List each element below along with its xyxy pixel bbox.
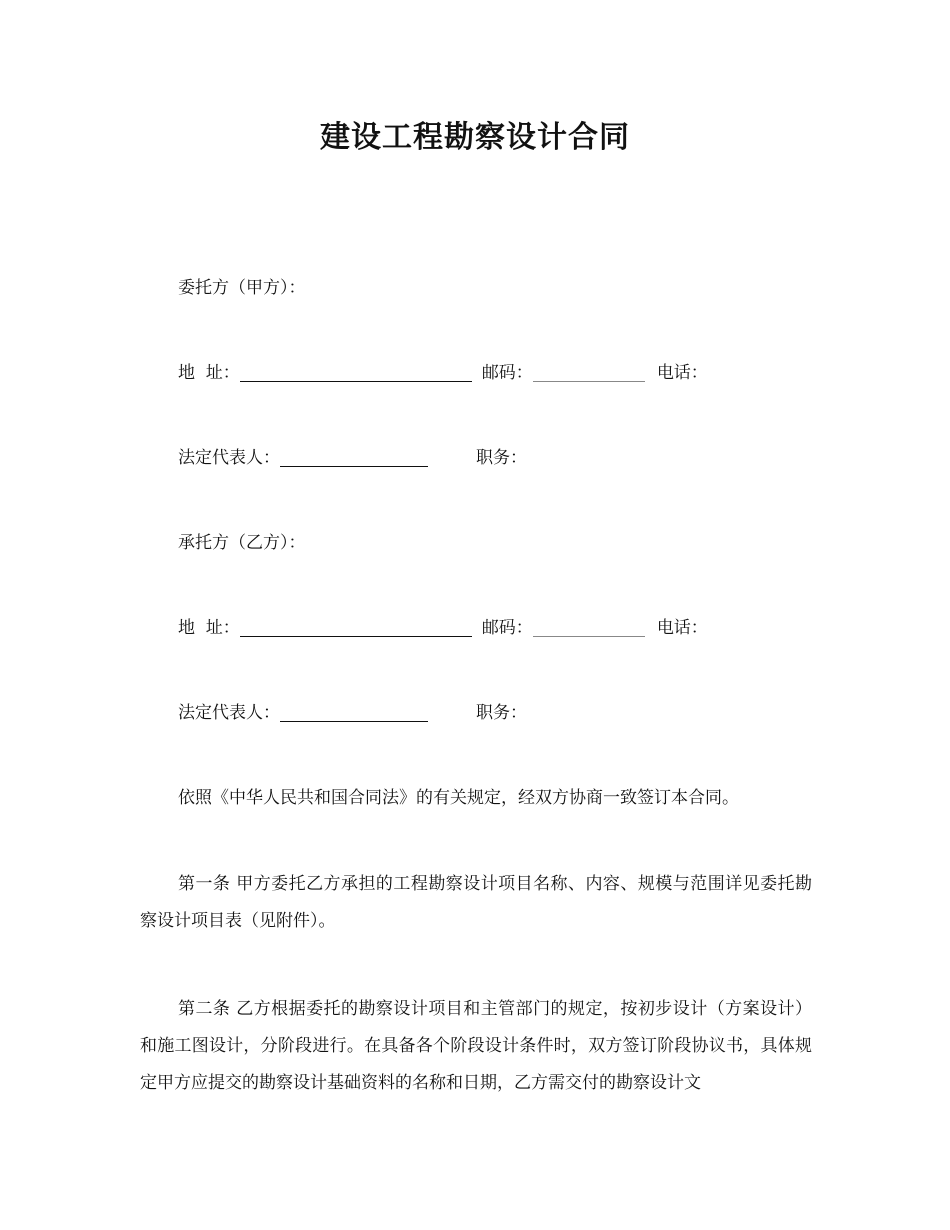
- party-b-postcode-label: 邮码：: [481, 618, 533, 638]
- party-b-address-label: 地 址：: [178, 618, 240, 638]
- article-1-paragraph: 第一条 甲方委托乙方承担的工程勘察设计项目名称、内容、规模与范围详见委托勘察设计项目表（见附件）。: [140, 874, 812, 931]
- party-b-representative-row: [178, 701, 527, 725]
- party-a-postcode-field[interactable]: [533, 362, 645, 382]
- document-title: 建设工程勘察设计合同: [320, 120, 630, 155]
- party-b-address-row: [178, 616, 708, 640]
- article-2-paragraph: 第二条 乙方根据委托的勘察设计项目和主管部门的规定，按初步设计（方案设计）和施工图设计，分阶段进行。在具备各个阶段设计条件时，双方签订阶段协议书，具体规定甲方应提交的勘察设计基础资料的名称和日期，乙方需交付的勘察设计文: [140, 999, 812, 1093]
- party-a-label: 委托方（甲方）：: [178, 278, 306, 298]
- party-a-address-row: [178, 361, 708, 385]
- party-b-position-label: 职务：: [476, 703, 527, 723]
- preamble-paragraph: 依照《中华人民共和国合同法》的有关规定，经双方协商一致签订本合同。: [178, 788, 739, 808]
- party-a-address-label: 地 址：: [178, 363, 240, 383]
- party-b-rep-field[interactable]: [280, 702, 428, 722]
- party-b-postcode-field[interactable]: [533, 617, 645, 637]
- party-b-address-field[interactable]: [240, 617, 472, 637]
- party-a-postcode-label: 邮码：: [481, 363, 533, 383]
- party-a-rep-label: 法定代表人：: [178, 448, 280, 468]
- party-a-rep-field[interactable]: [280, 447, 428, 467]
- party-a-representative-row: [178, 446, 527, 470]
- party-a-address-field[interactable]: [240, 362, 472, 382]
- party-b-label: 承托方（乙方）：: [178, 533, 306, 553]
- party-b-phone-label: 电话：: [656, 618, 708, 638]
- party-a-position-label: 职务：: [476, 448, 527, 468]
- party-a-phone-label: 电话：: [656, 363, 708, 383]
- party-b-rep-label: 法定代表人：: [178, 703, 280, 723]
